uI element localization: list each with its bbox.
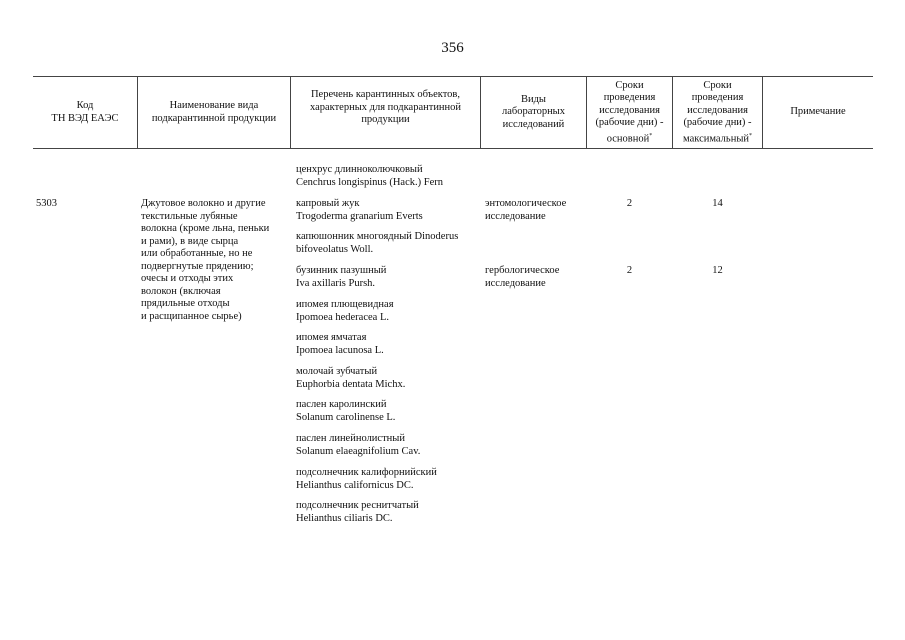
list-item [296, 198, 423, 223]
object-name-latin: Ipomoea lacunosa L. [296, 344, 384, 356]
object-name-ru: подсолнечник реснитчатый [296, 500, 419, 511]
header-term-max: Сроки проведения исследования (рабочие дни) - максимальный* [683, 79, 752, 144]
list-item [296, 433, 420, 458]
research-type-line: энтомологическое [485, 198, 567, 209]
object-name-ru: паслен линейнолистный [296, 433, 405, 444]
list-item [296, 265, 386, 290]
header-code: Код ТН ВЭД ЕАЭС [51, 100, 119, 124]
header-term-basic: Сроки проведения исследования (рабочие дни) - основной* [595, 79, 664, 144]
list-item [296, 467, 437, 492]
object-name-latin: Ipomoea hederacea L. [296, 311, 389, 323]
term-max-value: 12 [712, 265, 723, 276]
object-name-latin: bifoveolatus Woll. [296, 243, 374, 255]
list-item [296, 399, 395, 424]
list-item [296, 366, 405, 391]
object-name-latin: Euphorbia dentata Michx. [296, 378, 406, 390]
object-name-ru: ипомея плющевидная [296, 299, 394, 310]
list-item [296, 332, 384, 357]
research-type-line: исследование [485, 277, 546, 289]
object-name-ru: паслен каролинский [296, 399, 387, 410]
page-number: 356 [441, 40, 464, 56]
object-name-ru: молочай зубчатый [296, 366, 378, 377]
list-item [296, 231, 458, 256]
term-basic-value: 2 [626, 198, 633, 209]
object-name-latin: Solanum elaeagnifolium Cav. [296, 445, 421, 457]
object-name-ru: капюшонник многоядный Dinoderus [296, 231, 459, 242]
object-name-ru: подсолнечник калифорнийский [296, 467, 437, 478]
object-name-latin: Helianthus ciliaris DC. [296, 512, 393, 524]
research-type-line: исследование [485, 210, 546, 222]
row-code: 5303 [36, 198, 57, 209]
object-name-ru: ипомея ямчатая [296, 332, 367, 343]
object-name-ru: бузинник пазушный [296, 265, 387, 276]
object-name-latin: Helianthus californicus DC. [296, 479, 414, 491]
object-name-latin: Trogoderma granarium Everts [296, 210, 423, 222]
row-product-description: Джутовое волокно и другие текстильные лубяные волокна (кроме льна, пеньки и рами), в виде сырца или обработанные, но не подвергнутые прядению; очесы и отходы этих волокон (включая прядильные отходы и расщипанное сырье) [141, 198, 270, 322]
object-name-latin: Cenchrus longispinus (Hack.) Fern [296, 176, 443, 188]
header-note: Примечание [790, 106, 846, 118]
header-quarantine-objects: Перечень карантинных объектов, характерных для подкарантинной продукции [309, 89, 462, 125]
header-lab-research: Виды лабораторных исследований [501, 93, 565, 130]
list-item [296, 164, 443, 189]
research-type-herbological [485, 265, 559, 290]
object-name-latin: Solanum carolinense L. [296, 411, 396, 423]
object-name-ru: капровый жук [296, 198, 360, 209]
header-bottom-border [33, 148, 873, 149]
term-max-value: 14 [712, 198, 723, 209]
list-item [296, 299, 394, 324]
research-type-line: гербологическое [485, 265, 560, 276]
term-basic-value: 2 [626, 265, 633, 276]
list-item [296, 500, 419, 525]
object-name-ru: ценхрус длинноколючковый [296, 164, 423, 175]
object-name-latin: Iva axillaris Pursh. [296, 277, 376, 289]
research-type-entomological [485, 198, 566, 223]
header-product-name: Наименование вида подкарантинной продукции [151, 100, 277, 124]
